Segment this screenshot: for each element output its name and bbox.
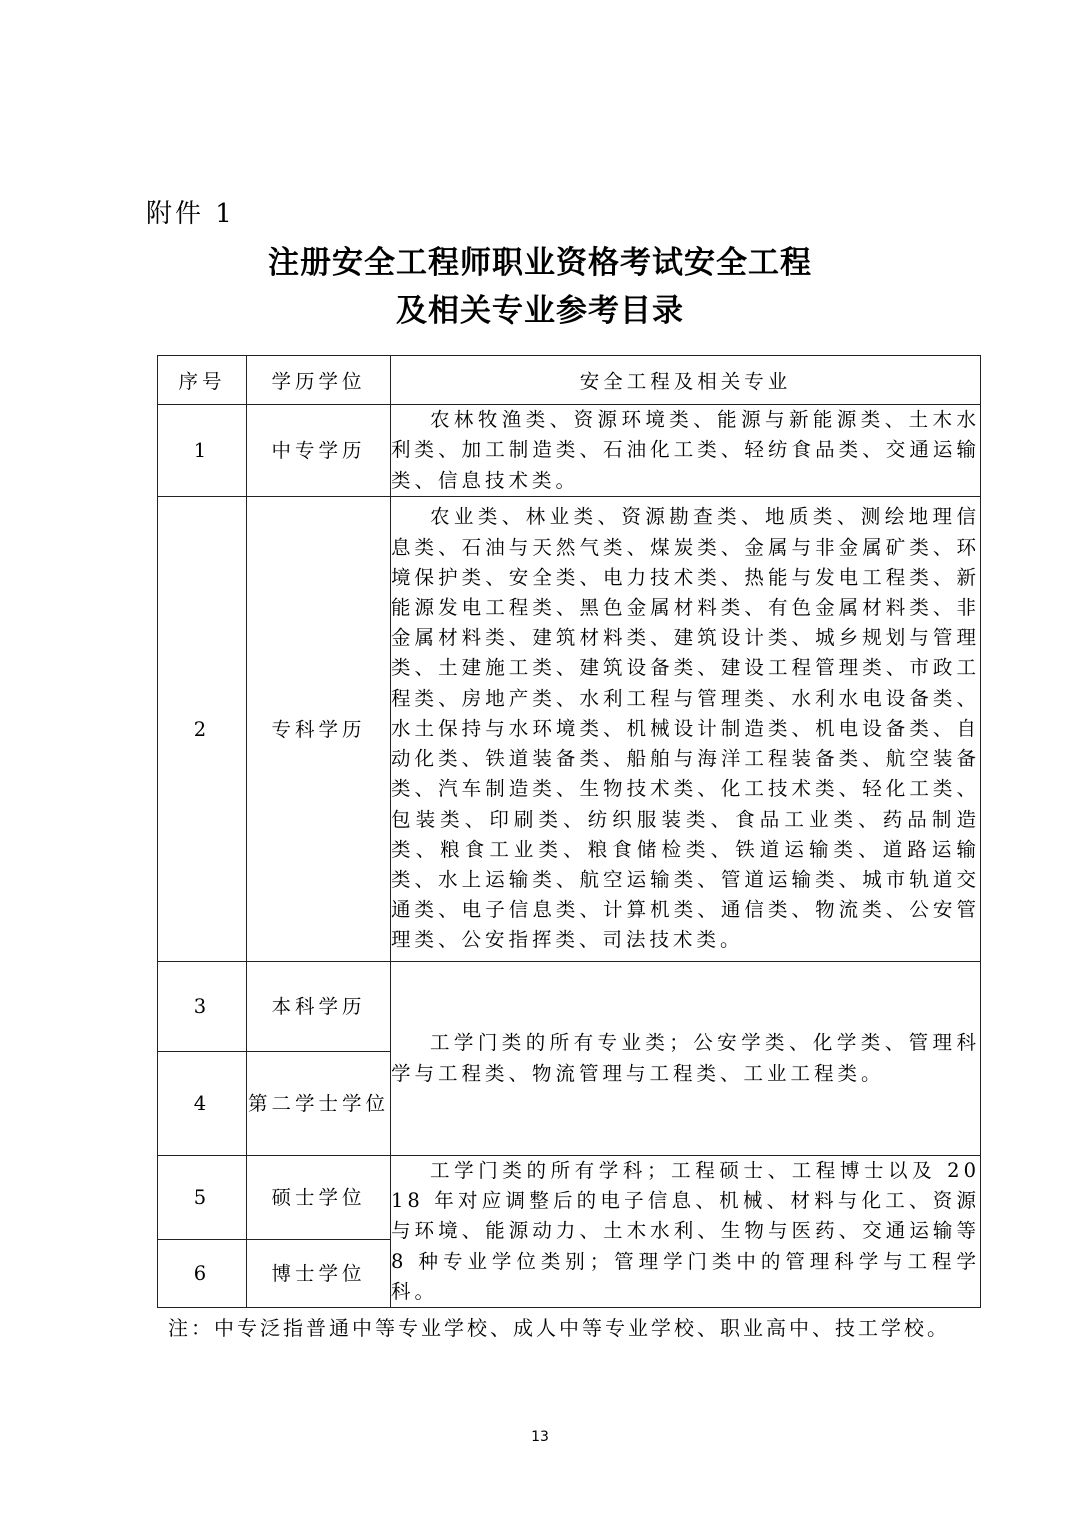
row-majors-merged: 工学门类的所有学科；工程硕士、工程博士以及 2018 年对应调整后的电子信息、机械、材料与化工、资源与环境、能源动力、土木水利、生物与医药、交通运输等 8 种专业学位类别；管理学门类中的管理科学与工程学科。: [391, 1156, 981, 1308]
table-row: [158, 962, 981, 1052]
row-majors-merged: 工学门类的所有专业类；公安学类、化学类、管理科学与工程类、物流管理与工程类、工业工程类。: [391, 962, 981, 1156]
row-degree: 中专学历: [247, 405, 391, 497]
attachment-label: 附件 1: [146, 199, 235, 229]
row-majors: 农林牧渔类、资源环境类、能源与新能源类、土木水利类、加工制造类、石油化工类、轻纺食品类、交通运输类、信息技术类。: [391, 405, 981, 497]
header-serial: 序号: [158, 356, 247, 405]
row-serial: 3: [158, 962, 247, 1052]
page-number: 13: [531, 1429, 549, 1445]
row-degree: 专科学历: [247, 497, 391, 962]
row-serial: 4: [158, 1052, 247, 1156]
row-serial: 5: [158, 1156, 247, 1240]
document-title-line1: 注册安全工程师职业资格考试安全工程: [268, 245, 812, 281]
row-majors: 农业类、林业类、资源勘查类、地质类、测绘地理信息类、石油与天然气类、煤炭类、金属与非金属矿类、环境保护类、安全类、电力技术类、热能与发电工程类、新能源发电工程类、黑色金属材料类、有色金属材料类、非金属材料类、建筑材料类、建筑设计类、城乡规划与管理类、土建施工类、建筑设备类、建设工程管理类、市政工程类、房地产类、水利工程与管理类、水利水电设备类、水土保持与水环境类、机械设计制造类、机电设备类、自动化类、铁道装备类、船舶与海洋工程装备类、航空装备类、汽车制造类、生物技术类、化工技术类、轻化工类、包装类、印刷类、纺织服装类、食品工业类、药品制造类、粮食工业类、粮食储检类、铁道运输类、道路运输类、水上运输类、航空运输类、管道运输类、城市轨道交通类、电子信息类、计算机类、通信类、物流类、公安管理类、公安指挥类、司法技术类。: [391, 497, 981, 962]
header-majors: 安全工程及相关专业: [391, 356, 981, 405]
row-degree: 第二学士学位: [247, 1052, 391, 1156]
footnote: 注：中专泛指普通中等专业学校、成人中等专业学校、职业高中、技工学校。: [168, 1316, 950, 1340]
row-degree: 本科学历: [247, 962, 391, 1052]
row-serial: 2: [158, 497, 247, 962]
row-degree: 硕士学位: [247, 1156, 391, 1240]
table-row: [158, 405, 981, 497]
row-degree: 博士学位: [247, 1239, 391, 1307]
row-serial: 1: [158, 405, 247, 497]
table-row: [158, 1156, 981, 1240]
table-row: [158, 497, 981, 962]
table-header-row: [158, 356, 981, 405]
header-degree: 学历学位: [247, 356, 391, 405]
document-title-line2: 及相关专业参考目录: [396, 293, 684, 329]
majors-table: [157, 355, 981, 1308]
row-serial: 6: [158, 1239, 247, 1307]
